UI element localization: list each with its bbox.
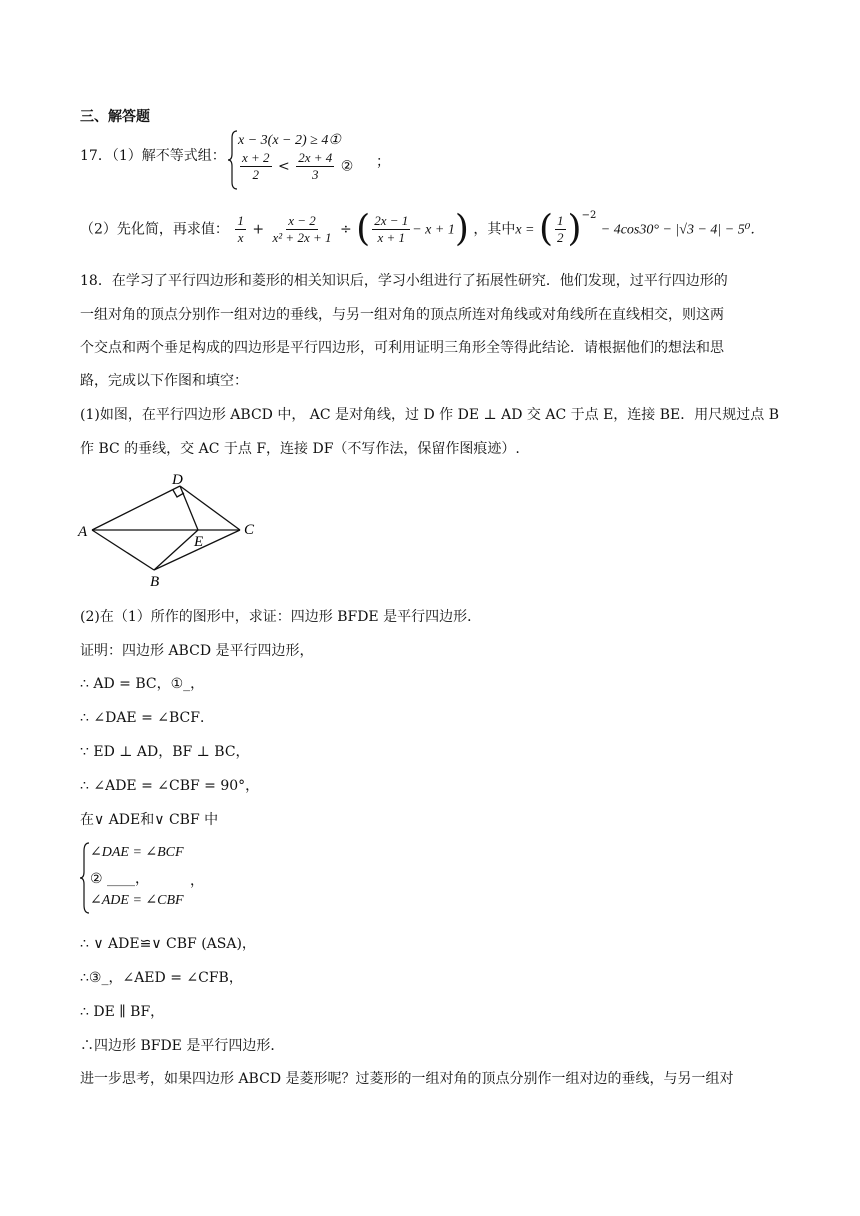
q17-inequality-system: [228, 130, 428, 192]
proof2-line-3: ∴ DE ∥ BF，: [80, 1004, 165, 1020]
q17-part2: （2）先化简，再求值： $\frac{1}{x}$ + $\frac{x - 2}{\text{x² + 2x + 1}}$ ÷ ( $\frac{2x - 1}{x + 1}$ − x + 1) ，其中x = ( $\frac{1}{2}$ )$^{-2}$ − 4cos30° − |√3 − 4| − 5⁰．: [80, 208, 765, 250]
q17-part1-prefix: 17．（1）解不等式组：: [80, 148, 226, 164]
proof-line-4: ∵ ED ⊥ AD，BF ⊥ BC，: [80, 744, 250, 760]
q17-ineq2: $\frac{x + 2}{2}$ < $\frac{2x + 4}{3}$ ②: [242, 150, 354, 182]
q18-line-4: 路，完成以下作图和填空：: [80, 373, 248, 389]
system-comma: ，: [190, 873, 204, 889]
label-a: A: [78, 524, 88, 540]
label-e: E: [194, 534, 204, 550]
q18-part1-line-2: 作 BC 的垂线，交 AC 于点 F，连接 DF（不写作法，保留作图痕迹）.: [80, 441, 520, 457]
proof-line-1: 证明：四边形 ABCD 是平行四边形，: [80, 643, 314, 659]
label-b: B: [150, 574, 160, 590]
parallelogram-figure: [74, 470, 274, 590]
proof-line-5: ∴ ∠ADE = ∠CBF = 90°，: [80, 778, 260, 794]
q18-part2-line: (2)在（1）所作的图形中，求证：四边形 BFDE 是平行四边形．: [80, 609, 482, 625]
proof2-line-4: ∴四边形 BFDE 是平行四边形．: [80, 1038, 285, 1054]
fraction-2: $\frac{x - 2}{\text{x² + 2x + 1}}$: [272, 213, 332, 246]
fraction-3: $\frac{2x - 1}{x + 1}$: [374, 213, 409, 246]
edge-ba: [92, 530, 154, 570]
proof-line-2: ∴ AD = BC，①_，: [80, 676, 205, 692]
system-row-3: ∠ADE = ∠CBF: [90, 893, 184, 908]
q18-line-1: 18．在学习了平行四边形和菱形的相关知识后，学习小组进行了拓展性研究．他们发现，过平行四边形的: [80, 273, 728, 289]
system-row-2: ② ____，: [90, 871, 150, 887]
proof2-line-1: ∴ ∨ ADE≌∨ CBF (ASA)，: [80, 936, 256, 952]
edge-ad: [92, 486, 180, 530]
fraction-1-over-x: $\frac{1}{x}$: [237, 213, 244, 246]
label-d: D: [172, 472, 183, 488]
fraction-half: $\frac{1}{2}$: [557, 213, 564, 246]
left-brace-icon: [80, 842, 90, 914]
proof-line-6: 在∨ ADE和∨ CBF 中: [80, 812, 219, 828]
proof-line-3: ∴ ∠DAE = ∠BCF．: [80, 710, 214, 726]
segment-be: [154, 530, 198, 570]
congruence-system: [80, 842, 280, 916]
proof2-line-5: 进一步思考，如果四边形 ABCD 是菱形呢？过菱形的一组对角的顶点分别作一组对边的垂线，与另一组对: [80, 1071, 734, 1087]
section-title: 三、解答题: [80, 109, 150, 125]
q17-part1-suffix: ；: [376, 154, 390, 170]
label-c: C: [244, 522, 255, 538]
proof2-line-2: ∴③_，∠AED = ∠CFB，: [80, 970, 243, 986]
q18-part1-line-1: (1)如图，在平行四边形 ABCD 中， AC 是对角线，过 D 作 DE ⊥ AD 交 AC 于点 E，连接 BE．用尺规过点 B: [80, 407, 780, 423]
q17-ineq1: x − 3(x − 2) ≥ 4①: [238, 133, 341, 148]
q18-line-2: 一组对角的顶点分别作一组对边的垂线，与另一组对角的顶点所连对角线或对角线所在直线相交，则这两: [80, 307, 724, 323]
system-row-1: ∠DAE = ∠BCF: [90, 845, 184, 860]
q18-line-3: 个交点和两个垂足构成的四边形是平行四边形，可利用证明三角形全等得此结论．请根据他们的想法和思: [80, 340, 724, 356]
left-brace-icon: [228, 130, 238, 190]
